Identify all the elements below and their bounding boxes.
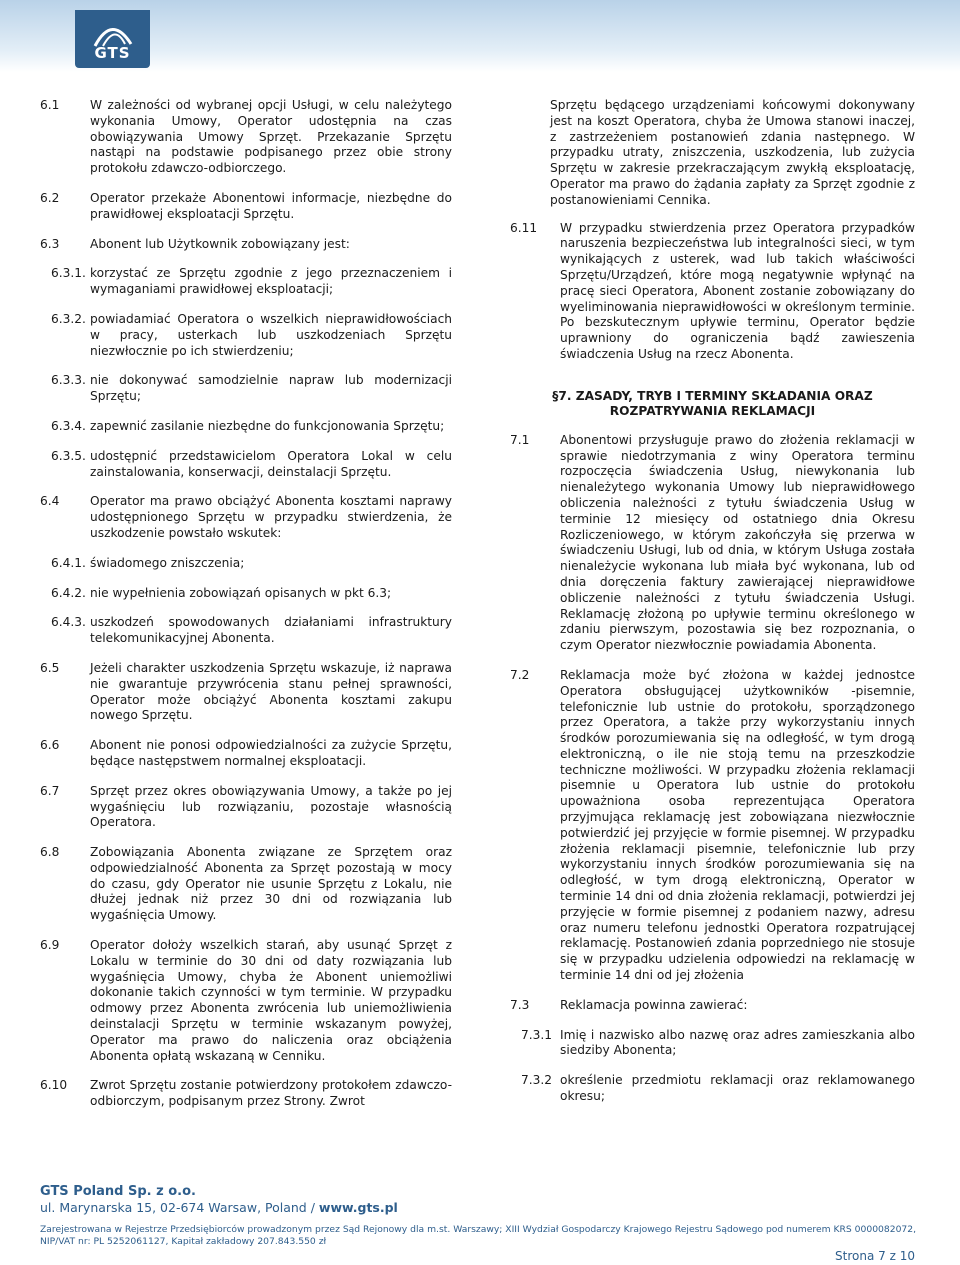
section-6-10 xyxy=(40,1078,452,1110)
subsection-text: Imię i nazwisko albo nazwę oraz adres zamieszkania albo siedziby Abonenta; xyxy=(560,1027,915,1058)
heading-line: §7. ZASADY, TRYB I TERMINY SKŁADANIA ORAZ xyxy=(552,388,873,403)
subsection-6-3-2 xyxy=(40,312,452,359)
subsection-number: 7.3.2 xyxy=(521,1073,553,1088)
subsection-number: 6.4.1. xyxy=(51,555,86,570)
subsection-6-4-1 xyxy=(40,556,452,572)
section-number: 6.7 xyxy=(40,783,60,798)
subsection-7-3-2 xyxy=(510,1073,915,1105)
section-number: 6.9 xyxy=(40,938,60,953)
section-text: Abonentowi przysługuje prawo do złożenia reklamacji w sprawie niedotrzymania z winy Operatora terminu rozpoczęcia świadczenia Usług, niewykonania lub nienależytego wykonania Umowy lub nieprawidłowego obliczenia należności z tytułu świadczenia Usług w terminie 12 miesięcy od ostatniego dnia Okresu Rozliczeniowego, w którym zakończyła się przerwa w świadczeniu Usługi, lub od dnia, w którym Usługa została nienależycie wykonana lub miała być wykonana, lub od dnia doręczenia faktury zawierającej nieprawidłowe obliczenie należności z tytułu świadczenia Usługi. Reklamację złożoną po upływie terminu określonego w zdaniu pierwszym, pozostawia się bez rozpoznania, o czym Operator niezwłocznie powiadamia Abonenta. xyxy=(560,432,915,653)
section-text: Jeżeli charakter uszkodzenia Sprzętu wskazuje, iż naprawa nie gwarantuje przywrócenia stanu pełnej sprawności, Operator może obciążyć Abonenta kosztami zakupu nowego Sprzętu. xyxy=(90,660,452,723)
section-text: Operator ma prawo obciążyć Abonenta kosztami naprawy udostępnionego Sprzętu w przypadku stwierdzenia, że uszkodzenie powstało wskutek: xyxy=(90,494,452,540)
section-number: 7.2 xyxy=(510,667,530,682)
subsection-6-3-3 xyxy=(40,373,452,405)
section-6-10-continuation: Sprzętu będącego urządzeniami końcowymi dokonywany jest na koszt Operatora, chyba że Umowa stanowi inaczej, z zastrzeżeniem postanowień zdania następnego. W przypadku utraty, zniszczenia, uszkodzenia, lub zużycia Sprzętu w zakresie przekraczającym zwykłą eksploatację, Operator ma prawo do żądania zapłaty za Sprzęt zgodnie z postanowieniami Cennika. xyxy=(550,98,915,207)
registry-info: Zarejestrowana w Rejestrze Przedsiębiorców prowadzonym przez Sąd Rejonowy dla m.st. Warszawy; XIII Wydział Gospodarczy Krajowego Rejestru Sądowego pod numerem KRS 0000082072, NIP/VAT nr: PL 5252061127, Kapitał zakładowy 207.843.550 zł xyxy=(40,1224,917,1247)
website-link[interactable]: www.gts.pl xyxy=(318,1200,398,1215)
gts-logo xyxy=(75,10,150,68)
subsection-number: 6.4.3. xyxy=(51,615,86,630)
section-6-1 xyxy=(40,98,452,177)
subsection-text: korzystać ze Sprzętu zgodnie z jego przeznaczeniem i wymaganiami prawidłowej eksploatacji; xyxy=(90,266,452,297)
subsection-number: 6.4.2. xyxy=(51,585,86,600)
section-number: 6.5 xyxy=(40,660,60,675)
section-number: 7.3 xyxy=(510,997,530,1012)
subsection-text: nie dokonywać samodzielnie napraw lub modernizacji Sprzętu; xyxy=(90,373,452,404)
section-number: 6.3 xyxy=(40,236,60,251)
section-text: Zobowiązania Abonenta związane ze Sprzętem oraz odpowiedzialność Abonenta za Sprzęt pozostają w mocy do czasu, gdy Operator nie usunie Sprzętu z Lokalu, nie dłużej jednak niż przez 30 dni od rozwiązania lub wygaśnięcia Umowy. xyxy=(90,845,452,923)
subsection-6-3-5 xyxy=(40,449,452,481)
subsection-number: 6.3.4. xyxy=(51,418,86,433)
section-text: Operator dołoży wszelkich starań, aby usunąć Sprzęt z Lokalu w terminie do 30 dni od daty rozwiązania lub wygaśnięcia Umowy, chyba że Abonent uniemożliwi dokonanie takich czynności w tym terminie. W przypadku odmowy przez Abonenta zwrócenia lub uniemożliwienia deinstalacji Sprzętu w terminie wskazanym powyżej, Operator ma prawo do naliczenia oraz obciążenia Abonenta opłatą wskazaną w Cenniku. xyxy=(90,938,452,1063)
section-7-3 xyxy=(510,998,915,1014)
page-footer xyxy=(40,1184,920,1248)
subsection-text: powiadamiać Operatora o wszelkich nieprawidłowościach w pracy, usterkach lub uszkodzeniach Sprzętu niezwłocznie po ich stwierdzeniu; xyxy=(90,311,452,358)
section-number: 6.11 xyxy=(510,220,538,235)
section-6-4 xyxy=(40,494,452,541)
company-name: GTS Poland Sp. z o.o. xyxy=(40,1184,196,1199)
section-text: Abonent nie ponosi odpowiedzialności za zużycie Sprzętu, będące następstwem normalnej eksploatacji. xyxy=(90,738,452,768)
subsection-6-3-1 xyxy=(40,266,452,298)
section-text: W zależności od wybranej opcji Usługi, w celu należytego wykonania Umowy, Operator udostępnia na czas obowiązywania Umowy Sprzęt. Przekazanie Sprzętu nastąpi na podstawie podpisanego przez obie strony protokołu zdawczo-odbiorczego. xyxy=(90,98,452,176)
section-number: 6.2 xyxy=(40,190,60,205)
section-6-5 xyxy=(40,661,452,724)
section-text: W przypadku stwierdzenia przez Operatora przypadków naruszenia bezpieczeństwa lub integralności sieci, w tym wynikających z usterek, wad lub takich właściwości Sprzętu/Urządzeń, które mogą negatywnie wpłynąć na pracę sieci Operatora, Abonent zostanie zobowiązany do wyeliminowania nieprawidłowości w określonym terminie. Po bezskutecznym upływie terminu, Operator będzie uprawniony do ograniczenia bądź zawieszenia świadczenia Usług na rzecz Abonenta. xyxy=(560,220,915,361)
section-number: 6.6 xyxy=(40,738,60,753)
subsection-text: nie wypełnienia zobowiązań opisanych w pkt 6.3; xyxy=(90,585,392,600)
section-6-9 xyxy=(40,938,452,1064)
subsection-6-3-4 xyxy=(40,419,452,435)
section-number: 6.1 xyxy=(40,98,60,112)
section-6-3 xyxy=(40,237,452,253)
heading-line: ROZPATRYWANIA REKLAMACJI xyxy=(609,403,816,418)
subsection-number: 6.3.1. xyxy=(51,266,86,281)
subsection-text: zapewnić zasilanie niezbędne do funkcjonowania Sprzętu; xyxy=(90,418,445,433)
section-6-11 xyxy=(510,221,915,363)
section-number: 6.8 xyxy=(40,845,60,860)
section-number: 7.1 xyxy=(510,432,530,447)
subsection-6-4-3 xyxy=(40,615,452,647)
section-text: Sprzęt przez okres obowiązywania Umowy, a także po jej wygaśnięciu lub rozwiązaniu, pozostaje własnością Operatora. xyxy=(90,783,452,830)
section-6-8 xyxy=(40,845,452,924)
left-column xyxy=(40,98,452,1124)
page-number: Strona 7 z 10 xyxy=(835,1249,915,1263)
section-text: Reklamacja powinna zawierać: xyxy=(560,997,748,1012)
section-7-2 xyxy=(510,668,915,984)
subsection-number: 6.3.3. xyxy=(51,373,86,388)
section-6-2 xyxy=(40,191,452,223)
subsection-number: 7.3.1 xyxy=(521,1027,553,1042)
address-text: ul. Marynarska 15, 02-674 Warsaw, Poland / xyxy=(40,1200,319,1215)
subsection-text: świadomego zniszczenia; xyxy=(90,555,245,570)
subsection-text: określenie przedmiotu reklamacji oraz reklamowanego okresu; xyxy=(560,1073,915,1104)
subsection-6-4-2 xyxy=(40,586,452,602)
subsection-number: 6.3.2. xyxy=(51,311,86,326)
section-6-6 xyxy=(40,738,452,770)
subsection-text: uszkodzeń spowodowanych działaniami infrastruktury telekomunikacyjnej Abonenta. xyxy=(90,615,452,646)
subsection-number: 6.3.5. xyxy=(51,448,86,463)
section-text: Reklamacja może być złożona w każdej jednostce Operatora obsługującej użytkowników -pisemnie, telefonicznie lub ustnie do protokołu, sporządzonego przez Operatora, a także przy wykorzystaniu innych środków porozumiewania się na odległość, w tym drogą elektroniczną, o ile nie stoją temu na przeszkodzie techniczne możliwości. W przypadku złożenia reklamacji pisemnie u Operatora lub ustnie do protokołu upoważniona osoba reprezentująca Operatora przyjmująca reklamację jest zobowiązana niezwłocznie potwierdzić jej przyjęcie w formie pisemnej. W przypadku złożenia reklamacji pisemnie, telefonicznie lub przy wykorzystaniu innych środków porozumiewania się na odległość, w tym drogą elektroniczną, Operator w terminie 14 dni od dnia złożenia reklamacji, potwierdzi jej przyjęcie w formie pisemnej z podaniem nazwy, adresu oraz numeru telefonu jednostki Operatora rozpatrującej reklamację. Postanowień zdania poprzedniego nie stosuje się w przypadku udzielenia odpowiedzi na reklamację w terminie 14 dni od jej złożenia xyxy=(560,667,915,983)
section-text: Abonent lub Użytkownik zobowiązany jest: xyxy=(90,236,350,251)
logo-text: GTS xyxy=(94,44,131,62)
section-text: Zwrot Sprzętu zostanie potwierdzony protokołem zdawczo-odbiorczym, podpisanym przez Strony. Zwrot xyxy=(90,1078,452,1109)
right-column xyxy=(510,98,915,1119)
subsection-text: udostępnić przedstawicielom Operatora Lokal w celu zainstalowania, konserwacji, deinstalacji Sprzętu. xyxy=(90,448,452,479)
company-address xyxy=(40,1200,920,1216)
section-text: Operator przekaże Abonentowi informacje, niezbędne do prawidłowej eksploatacji Sprzętu. xyxy=(90,190,452,221)
section-number: 6.10 xyxy=(40,1078,68,1093)
section-number: 6.4 xyxy=(40,494,60,509)
section-6-7 xyxy=(40,784,452,831)
section-7-heading xyxy=(510,389,915,419)
subsection-7-3-1 xyxy=(510,1028,915,1060)
section-7-1 xyxy=(510,433,915,654)
